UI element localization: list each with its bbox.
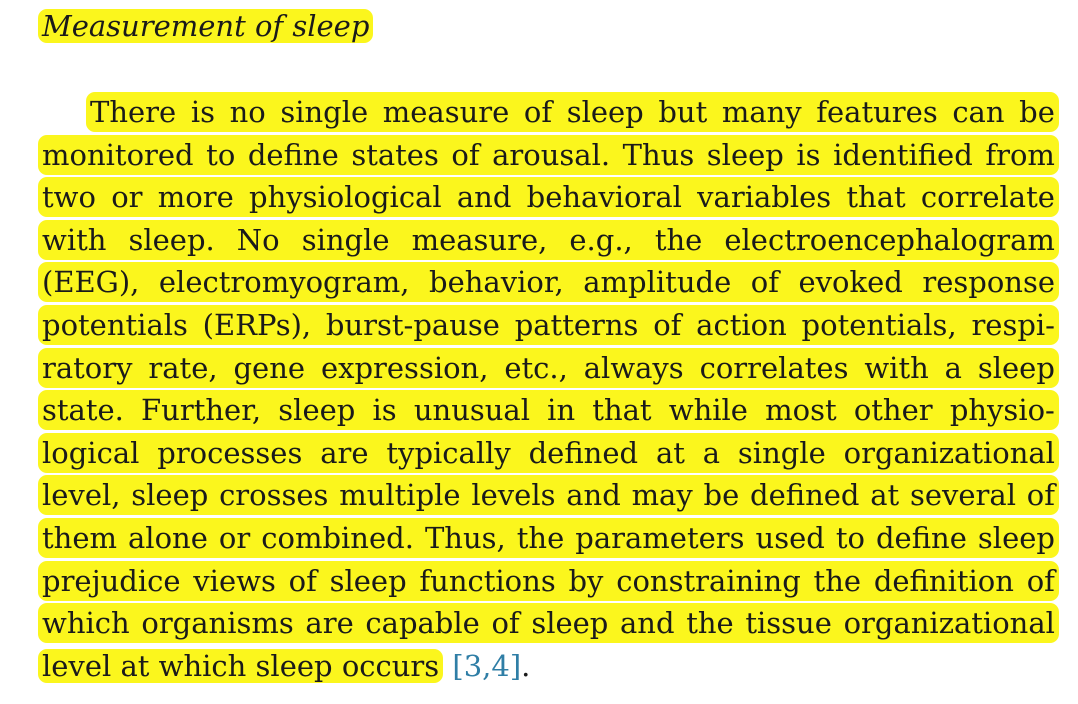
word: typically	[386, 435, 511, 470]
word: sleep.	[128, 222, 215, 257]
word: organizational	[843, 435, 1055, 470]
word: (EEG),	[42, 265, 140, 300]
word: parameters	[575, 521, 745, 555]
word: measure	[382, 95, 510, 129]
highlighted-text	[38, 390, 1059, 430]
word: at	[655, 435, 685, 470]
word: electromyogram,	[158, 265, 410, 300]
word: (ERPs),	[202, 308, 312, 342]
word: defined	[750, 478, 860, 513]
word: sleep	[531, 606, 609, 641]
word: action	[696, 308, 787, 342]
word: crosses	[219, 478, 329, 513]
word: functions	[419, 563, 556, 598]
highlighted-text	[38, 433, 1059, 473]
word: the	[813, 563, 862, 598]
word: is	[796, 137, 821, 172]
paragraph-last-line-text: level at which sleep occurs	[38, 649, 443, 683]
word: and	[566, 478, 621, 513]
word: No	[236, 222, 280, 257]
word: used	[755, 521, 825, 555]
word: electroencephalogram	[724, 222, 1055, 257]
word: with	[42, 222, 107, 257]
word: can	[952, 95, 1005, 129]
word: respi-	[971, 308, 1055, 342]
word: states	[351, 137, 439, 172]
paragraph-line	[38, 305, 1059, 345]
word: tissue	[745, 606, 832, 641]
word: always	[583, 350, 684, 385]
highlighted-text	[38, 561, 1059, 601]
word: amplitude	[583, 265, 732, 300]
word: sleep	[278, 393, 356, 428]
highlighted-text	[38, 475, 1059, 515]
word: identified	[833, 137, 973, 172]
word: evoked	[798, 265, 903, 300]
word: organizational	[843, 606, 1055, 641]
word: more	[157, 180, 234, 215]
word: define	[247, 137, 339, 172]
word: organisms	[141, 606, 294, 641]
paragraph-line	[38, 390, 1059, 430]
word: prejudice	[42, 563, 181, 598]
word: of	[1026, 563, 1055, 598]
word: are	[305, 606, 354, 641]
word: several	[909, 478, 1016, 513]
word: monitored	[42, 137, 194, 172]
word: of	[750, 265, 779, 300]
word: by	[568, 563, 604, 598]
highlighted-text	[38, 135, 1059, 175]
word: the	[516, 521, 565, 555]
word: sleep	[977, 350, 1055, 385]
citation-link[interactable]: [3,4]	[452, 649, 522, 683]
word: or	[111, 180, 143, 215]
word: behavior,	[429, 265, 564, 300]
word: single	[301, 222, 390, 257]
word: features	[816, 95, 938, 129]
paragraph-line	[38, 561, 1059, 601]
word: state.	[42, 393, 124, 428]
word: to	[206, 137, 236, 172]
word: measure,	[411, 222, 548, 257]
word: behavioral	[526, 180, 682, 215]
highlighted-text	[38, 262, 1059, 302]
word: logical	[42, 435, 140, 470]
word: capable	[365, 606, 480, 641]
word: define	[875, 521, 967, 555]
highlighted-text	[38, 177, 1059, 217]
word: ratory	[42, 350, 133, 385]
word: single	[280, 95, 369, 129]
paragraph-line	[38, 475, 1059, 515]
word: be	[1019, 95, 1055, 129]
highlighted-text	[38, 603, 1059, 643]
section-heading	[38, 6, 373, 46]
word: levels	[471, 478, 556, 513]
word: burst-pause	[325, 308, 500, 342]
word: alone	[128, 521, 208, 555]
word: arousal.	[492, 137, 611, 172]
word: unusual	[413, 393, 530, 428]
highlighted-text	[86, 92, 1059, 132]
word: to	[835, 521, 865, 555]
highlighted-text	[38, 348, 1059, 388]
word: multiple	[339, 478, 461, 513]
word: from	[985, 137, 1055, 172]
word: expression,	[320, 350, 489, 385]
paragraph-line	[38, 135, 1059, 175]
word: sleep	[566, 95, 644, 129]
highlighted-text	[38, 220, 1059, 260]
word: e.g.,	[569, 222, 633, 257]
paragraph-line	[38, 220, 1059, 260]
word: is	[190, 95, 215, 129]
paragraph-line	[86, 92, 1059, 132]
highlighted-text	[38, 518, 1059, 558]
word: and	[456, 180, 512, 215]
word: etc.,	[504, 350, 568, 385]
word: Thus,	[424, 521, 506, 555]
word: of	[451, 137, 480, 172]
word: sleep	[131, 478, 209, 513]
paragraph-line	[38, 262, 1059, 302]
word: correlates	[699, 350, 849, 385]
word: sleep	[329, 563, 407, 598]
word: rate,	[148, 350, 218, 385]
word: but	[658, 95, 708, 129]
word: with	[864, 350, 929, 385]
word: many	[721, 95, 802, 129]
paragraph-last-line	[38, 646, 1059, 686]
word: at	[870, 478, 900, 513]
section-heading-text: Measurement of sleep	[38, 9, 373, 43]
word: response	[922, 265, 1055, 300]
word: potentials,	[801, 308, 957, 342]
word: of	[288, 563, 317, 598]
word: patterns	[514, 308, 639, 342]
word: the	[686, 606, 734, 641]
word: sleep	[977, 521, 1055, 555]
word: physio-	[949, 393, 1055, 428]
word: no	[229, 95, 266, 129]
word: views	[193, 563, 276, 598]
word: sleep	[706, 137, 784, 172]
word: Further,	[141, 393, 262, 428]
word: most	[765, 393, 837, 428]
word: two	[42, 180, 96, 215]
word: is	[372, 393, 397, 428]
word: constraining	[616, 563, 801, 598]
word: may	[631, 478, 693, 513]
paragraph-line	[38, 177, 1059, 217]
word: which	[42, 606, 130, 641]
word: a	[702, 435, 721, 470]
end-punctuation: .	[521, 649, 531, 683]
word: definition	[873, 563, 1014, 598]
word: other	[853, 393, 933, 428]
word: Thus	[622, 137, 695, 172]
word: physiological	[249, 180, 442, 215]
word: of	[653, 308, 682, 342]
word: defined	[528, 435, 639, 470]
word: combined.	[261, 521, 414, 555]
word: or	[218, 521, 251, 555]
word: There	[90, 95, 177, 129]
word: gene	[233, 350, 306, 385]
paragraph-line	[38, 518, 1059, 558]
word: that	[846, 180, 906, 215]
paragraph-line	[38, 348, 1059, 388]
paragraph-line	[38, 603, 1059, 643]
word: while	[668, 393, 748, 428]
word: of	[523, 95, 553, 129]
word: in	[547, 393, 576, 428]
word: correlate	[920, 180, 1055, 215]
word: single	[737, 435, 826, 470]
word: that	[592, 393, 652, 428]
word: the	[654, 222, 703, 257]
word: of	[1026, 478, 1055, 513]
word: be	[703, 478, 740, 513]
word: and	[620, 606, 675, 641]
word: a	[944, 350, 962, 385]
word: are	[320, 435, 369, 470]
word: level,	[42, 478, 121, 513]
word: them	[42, 521, 117, 555]
paragraph-line	[38, 433, 1059, 473]
word: variables	[697, 180, 832, 215]
word: of	[491, 606, 520, 641]
word: potentials	[42, 308, 188, 342]
highlighted-text	[38, 305, 1059, 345]
word: processes	[157, 435, 303, 470]
